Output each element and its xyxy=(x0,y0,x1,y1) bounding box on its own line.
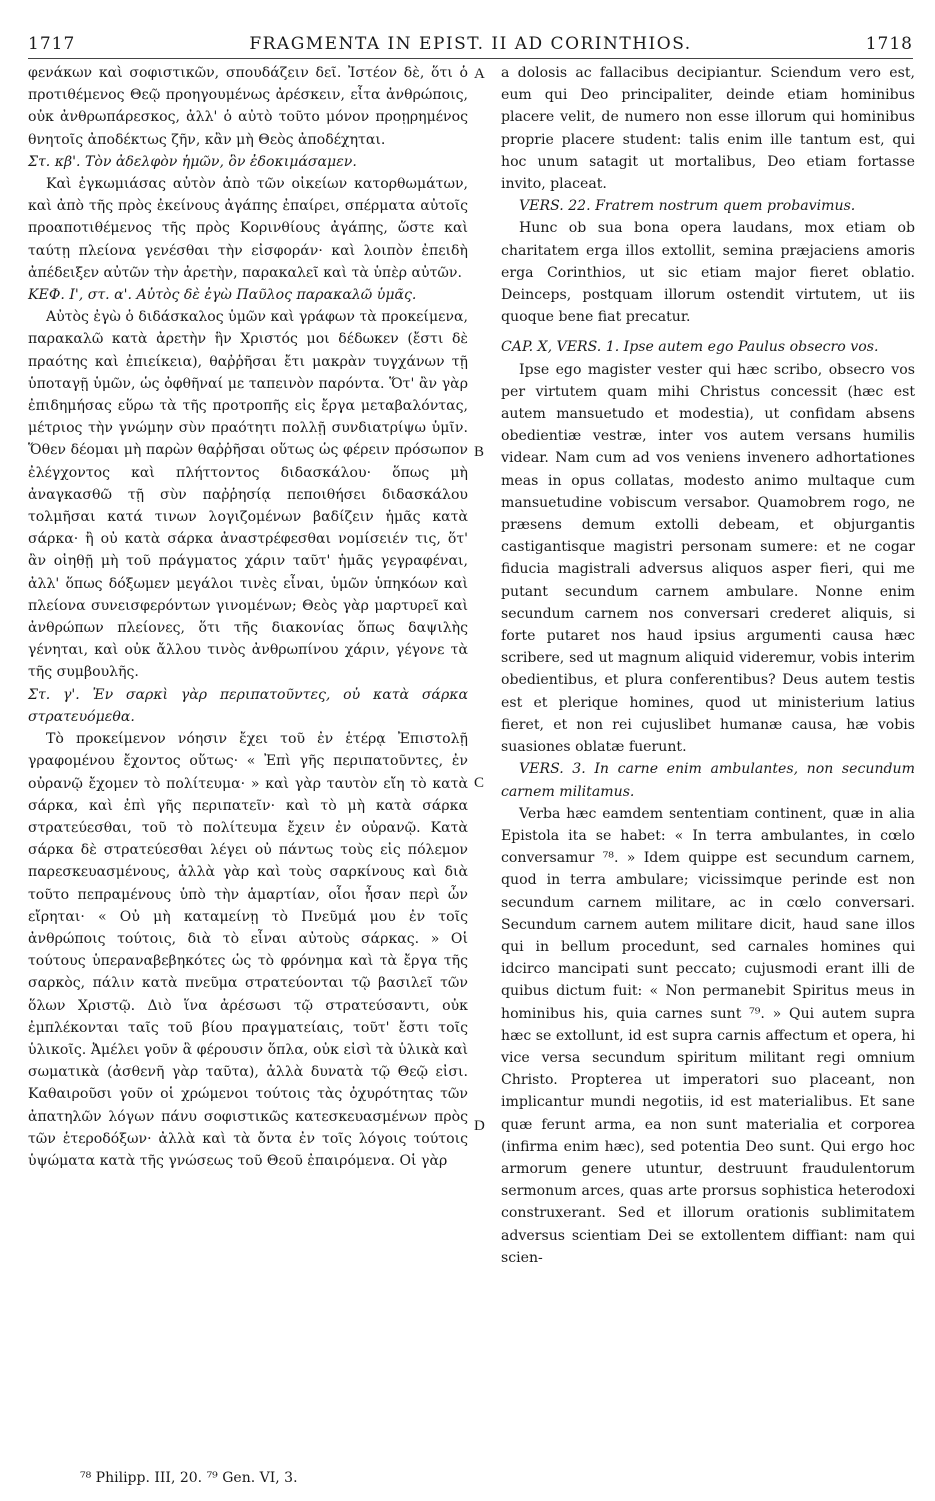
greek-paragraph: φενάκων καὶ σοφιστικῶν, σπουδάζειν δεῖ. Ἰστέον δὲ, ὅτι ὁ προτιθέμενος Θεῷ προηγουμένως ἀρέσκειν, εἶτα ἀνθρώποις, οὐκ ἀνθρωπάρεσκος, ἀλλ' ὁ αὐτὸ τοῦτο μόνον προῃρημένος θνητοῖς ἀποδέκτως ζῆν, κἂν μὴ Θεὸς ἀποδέχηται. xyxy=(28,65,468,148)
left-page-number: 1717 xyxy=(28,34,76,54)
footnotes: ⁷⁸ Philipp. III, 20. ⁷⁹ Gen. VI, 3. xyxy=(80,1470,298,1486)
greek-verse-heading: Στ. γ'. Ἐν σαρκὶ γὰρ περιπατοῦντες, οὐ κατὰ σάρκα στρατευόμεθα. xyxy=(28,686,468,725)
margin-marker-b: B xyxy=(474,444,485,460)
latin-paragraph: a dolosis ac fallacibus decipiantur. Sciendum vero est, eum qui Deo principaliter, deinde etiam hominibus placere velit, de numero non esse illorum qui hominibus proprie placere student: talis enim ille tantum est, qui hoc unum satagit ut mortalibus, Deo etiam fortasse invito, placeat. xyxy=(501,65,915,193)
latin-verse-heading: VERS. 3. In carne enim ambulantes, non secundum carnem militamus. xyxy=(501,761,915,800)
running-title: FRAGMENTA IN EPIST. II AD CORINTHIOS. xyxy=(249,34,692,54)
latin-chapter-heading: CAP. X, VERS. 1. Ipse autem ego Paulus obsecro vos. xyxy=(501,339,879,356)
greek-column xyxy=(28,62,468,1172)
latin-column xyxy=(501,62,915,1269)
margin-marker-c: C xyxy=(474,775,485,791)
running-header xyxy=(28,30,913,59)
greek-chapter-heading: ΚΕΦ. Ι', στ. α'. Αὐτὸς δὲ ἐγὼ Παῦλος παρακαλῶ ὑμᾶς. xyxy=(28,287,417,304)
right-page-number: 1718 xyxy=(865,34,913,54)
greek-paragraph: Αὐτὸς ἐγὼ ὁ διδάσκαλος ὑμῶν καὶ γράφων τὰ προκείμενα, παρακαλῶ κατὰ ἀρετὴν ἣν Χριστός μοι δέδωκεν (ἔστι δὲ πραότης καὶ ἐπιείκεια), θαῤῥῆσαι ἔτι μακρὰν τυγχάνων τῇ ὑποταγῇ ὑμῶν, ὡς ὀφθῆναί με ταπεινὸν παρόντα. Ὅτ' ἂν γὰρ ἐπιδημήσας εὕρω τὰ τῆς προτροπῆς εἰς ἔργα μεταβαλόντας, μέτριος τὴν γνώμην σὺν πραότητι πολλῇ συνδιατρίψω ὑμῖν. Ὅθεν δέομαι μὴ παρὼν θαῤῥῆσαι οὕτως ὡς φέρειν πρόσωπον ἐλέγχοντος καὶ πλήττοντος διδασκάλου· ὅπως μὴ ἀναγκασθῶ τῇ σὺν παῤῥησίᾳ πεποιθήσει διδασκάλου τολμῆσαι κατά τινων λογιζομένων βαδίζειν ἡμᾶς κατὰ σάρκα· ἢ οὐ κατὰ σάρκα ἀναστρέφεσθαι νομίσειέν τις, ὅτ' ἂν οἰηθῇ μὴ τοῦ πράγματος χάριν ταῦτ' ἡμᾶς γεγραφέναι, ἀλλ' ὅπως δόξωμεν μεγάλοι τινὲς εἶναι, ὑμῶν ὑπηκόων καὶ πλείονα συνεισφερόντων γινομένων; Θεὸς γὰρ μαρτυρεῖ καὶ ἀνθρώπων πλείονες, ὅτι τῆς διακονίας ὅπως δαψιλὴς γένηται, καὶ οὐκ ἄλλου τινὸς ἀνθρωπίνου χάριν, γέγονε τὰ τῆς συμβουλῆς. xyxy=(28,309,468,681)
greek-paragraph: Τὸ προκείμενον νόησιν ἔχει τοῦ ἐν ἑτέρᾳ Ἐπιστολῇ γραφομένου ἔχοντος οὕτως· « Ἐπὶ γῆς περιπατοῦντες, ἐν οὐρανῷ ἔχομεν τὸ πολίτευμα· » καὶ γὰρ ταυτὸν εἴη τὸ κατὰ σάρκα, καὶ ἐπὶ γῆς περιπατεῖν· καὶ τὸ μὴ κατὰ σάρκα στρατεύεσθαι, τοῦ τὸ πολίτευμα ἔχειν ἐν οὐρανῷ. Κατὰ σάρκα δὲ στρατεύεσθαι λέγει οὐ πάντως τοὺς εἰς πόλεμον παρεσκευασμένους, ἀλλὰ γὰρ καὶ τοὺς σαρκίνους καὶ διὰ τοῦτο πεπραμένους ὑπὸ τὴν ἁμαρτίαν, οἷοι ἦσαν περὶ ὧν εἴρηται· « Οὐ μὴ καταμείνῃ τὸ Πνεῦμά μου ἐν τοῖς ἀνθρώποις τούτοις, διὰ τὸ εἶναι αὐτοὺς σάρκας. » Οἱ τούτους ὑπεραναβεβηκότες ὡς τὸ φρόνημα καὶ τὰ ἔργα τῆς σαρκὸς, πάλιν κατὰ πνεῦμα στρατεύονται τῷ βασιλεῖ τῶν ὅλων Χριστῷ. Διὸ ἵνα ἀρέσωσι τῷ στρατεύσαντι, οὐκ ἐμπλέκονται ταῖς τοῦ βίου πραγματείαις, τοῦτ' ἔστι τοῖς ὑλικοῖς. Ἀμέλει γοῦν ἃ φέρουσιν ὅπλα, οὐκ εἰσὶ τὰ ὑλικὰ καὶ σωματικὰ (ἀσθενῆ γὰρ ταῦτα), ἀλλὰ δυνατὰ τῷ Θεῷ εἰσι. Καθαιροῦσι γοῦν οἱ χρώμενοι τούτοις τὰς ὀχυρότητας τῶν ἀπατηλῶν λόγων πάνυ σοφιστικῶς κατεσκευασμένων πρὸς τῶν ἑτεροδόξων· ἀλλὰ καὶ τὰ ὄντα ἐν τοῖς λόγοις τούτοις ὑψώματα κατὰ τῆς γνώσεως τοῦ Θεοῦ ἐπαιρόμενα. Οἱ γὰρ xyxy=(28,731,468,1169)
margin-marker-a: A xyxy=(474,66,485,82)
latin-paragraph: Ipse ego magister vester qui hæc scribo, obsecro vos per virtutem quam mihi Christus concessit (hæc est autem mansuetudo et modestia), ut confidam absens obedientiæ vestræ, inter vos autem versans humilis videar. Nam cum ad vos veniens invenero adhortationes meas in opus collatas, modesto animo multaque cum mansuetudine vobiscum versabor. Quamobrem rogo, ne præsens demum extolli debeam, et objurgantis castigantisque magistri personam sumere: et ne cogar fiducia magistrali adversus aliquos asper fieri, qui me putant secundum carnem ambulare. Nonne enim secundum carnem nos conversari crederet aliquis, si forte putaret nos haud ipsius argumenti causa hæc scribere, sed ut magnum aliquid videremur, vobis interim obedientibus, et plura conferentibus? Deus autem testis est et plerique homines, quod ut ministerium latius fieret, et non rei cujuslibet humanæ causa, hæ vobis suasiones oblatæ fuerunt. xyxy=(501,361,915,756)
greek-paragraph: Καὶ ἐγκωμιάσας αὐτὸν ἀπὸ τῶν οἰκείων κατορθωμάτων, καὶ ἀπὸ τῆς πρὸς ἐκείνους ἀγάπης ἐπαίρει, σπέρματα αὐτοῖς προαποτιθέμενος τῆς πρὸς Κορινθίους ἀγάπης, ὥστε καὶ ταύτῃ πλείονα γενέσθαι τὴν εἰσφοράν· καὶ λοιπὸν ἐπειδὴ ἀπέδειξεν αὐτῶν τὴν ἀρετὴν, παρακαλεῖ καὶ τὰ ὑπὲρ αὐτῶν. xyxy=(28,176,468,281)
latin-paragraph: Hunc ob sua bona opera laudans, mox etiam ob charitatem erga illos extollit, semina præjaciens amoris erga Corinthios, ut sic etiam major fieret oblatio. Deinceps, postquam illorum ostendit virtutem, ut iis quoque bene fiat precatur. xyxy=(501,220,915,326)
margin-marker-d: D xyxy=(474,1118,485,1134)
latin-verse-heading: VERS. 22. Fratrem nostrum quem probavimus. xyxy=(519,198,856,215)
latin-paragraph: Verba hæc eamdem sententiam continent, quæ in alia Epistola ita se habet: « In terra ambulantes, in cœlo conversamur ⁷⁸. » Idem quippe est secundum carnem, quod in terra ambulare; vicissimque perinde est non secundum carnem militare, ac in cœlo conversari. Secundum carnem autem militare dicit, haud sane illos qui in bellum procedunt, sed carnales homines qui idcirco mancipati sunt peccato; cujusmodi erant illi de quibus dictum fuit: « Non permanebit Spiritus meus in hominibus his, quia carnes sunt ⁷⁹. » Qui autem supra hæc se extollunt, id est supra carnis affectum et opera, hi vice versa secundum spiritum militant regi omnium Christo. Propterea ut imperatori suo placeant, non implicantur mundi negotiis, id est materialibus. Et sane quæ ferunt arma, ea non sunt materialia et corporea (infirma enim hæc), sed potentia Deo sunt. Qui ergo hoc armorum genere utuntur, destruunt fraudulentorum sermonum arces, quas arte prorsus sophistica heterodoxi construxerant. Sed et illorum orationis sublimitatem adversus scientiam Dei se extollentem diffiant: nam qui scien- xyxy=(501,805,915,1266)
greek-verse-heading: Στ. κβ'. Τὸν ἀδελφὸν ἡμῶν, ὃν ἐδοκιμάσαμεν. xyxy=(28,153,357,170)
